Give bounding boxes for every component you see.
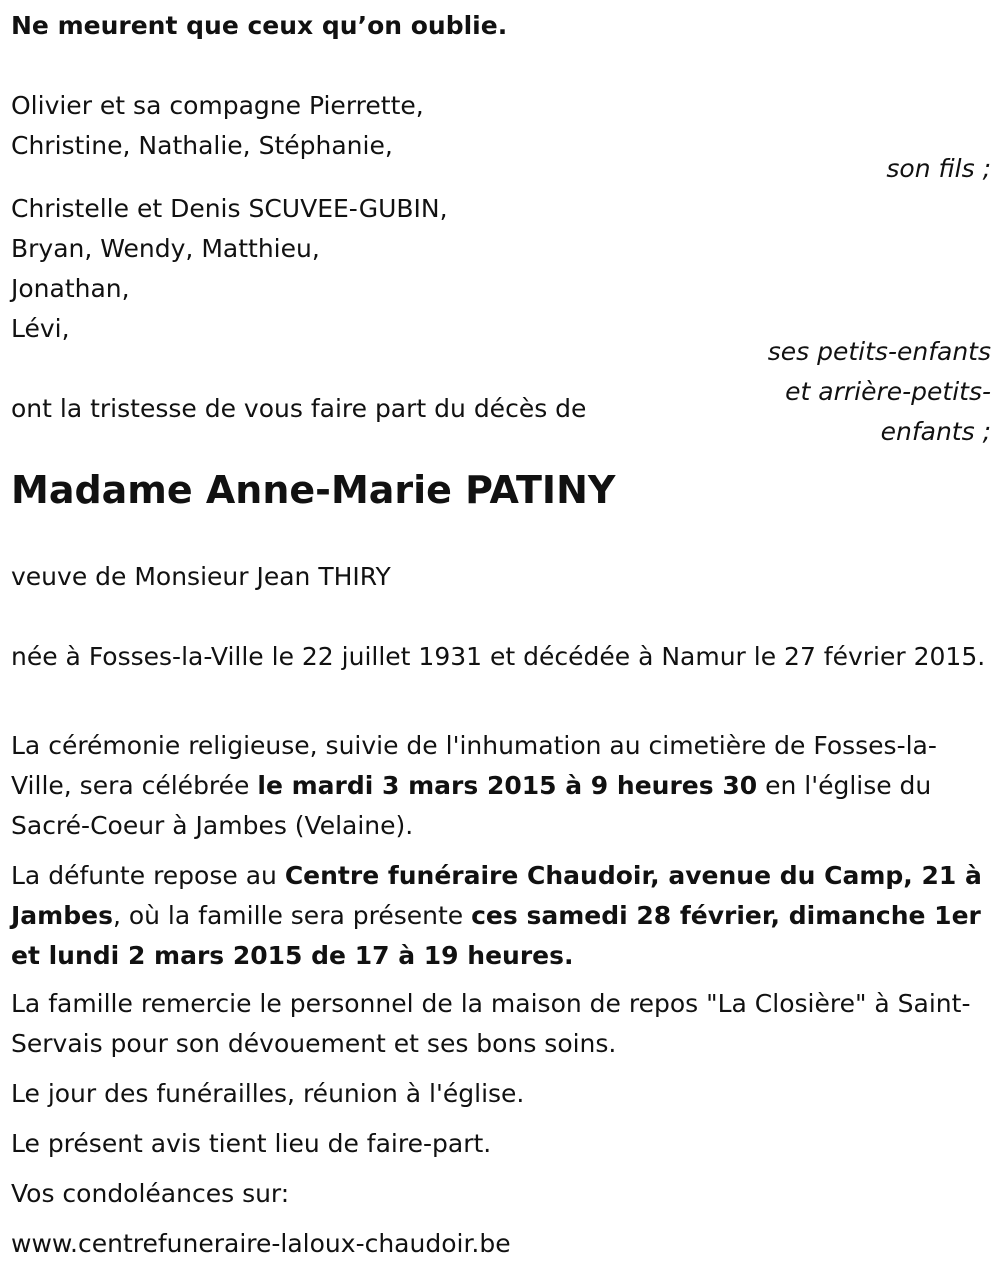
notice: Le présent avis tient lieu de faire-part.	[11, 1129, 492, 1158]
repose-place: Centre funéraire Chaudoir, avenue du Camp, 21 à Jambes	[11, 861, 982, 930]
birth-death: née à Fosses-la-Ville le 22 juillet 1931 et décédée à Namur le 27 février 2015.	[11, 642, 986, 671]
announcement: ont la tristesse de vous faire part du décès de	[11, 394, 587, 423]
grandchildren-line-2: Bryan, Wendy, Matthieu,	[11, 234, 320, 263]
grandchildren-role-line-1: ses petits-enfants	[767, 337, 991, 366]
grandchildren-line-4: Lévi,	[11, 314, 70, 343]
son-line-1: Olivier et sa compagne Pierrette,	[11, 91, 424, 120]
ceremony-date-time: le mardi 3 mars 2015 à 9 heures 30	[257, 771, 758, 800]
website-link[interactable]: www.centrefuneraire-laloux-chaudoir.be	[11, 1229, 511, 1258]
thanks-paragraph: La famille remercie le personnel de la maison de repos "La Closière" à Saint-Servais pour son dévouement et ses bons soins.	[11, 989, 971, 1058]
ceremony-paragraph	[11, 726, 991, 846]
son-line-2: Christine, Nathalie, Stéphanie,	[11, 131, 393, 160]
repose-lead: La défunte repose au	[11, 861, 285, 890]
ceremony-lead: La cérémonie religieuse, suivie de l'inhumation au cimetière de Fosses-la-Ville, sera célébrée	[11, 731, 937, 800]
grandchildren-line-3: Jonathan,	[11, 274, 130, 303]
widow-of: veuve de Monsieur Jean THIRY	[11, 562, 391, 591]
obituary-notice	[11, 0, 991, 1274]
son-role: son fils ;	[886, 154, 991, 183]
grandchildren-role-line-3: enfants ;	[880, 417, 991, 446]
grandchildren-role-line-2: et arrière-petits-	[785, 377, 991, 406]
condolences-label: Vos condoléances sur:	[11, 1179, 290, 1208]
epigraph: Ne meurent que ceux qu’on oublie.	[11, 11, 508, 40]
deceased-name: Madame Anne-Marie PATINY	[11, 468, 616, 512]
ceremony-tail: en l'église du Sacré-Coeur à Jambes (Velaine).	[11, 771, 932, 840]
grandchildren-line-1: Christelle et Denis SCUVEE-GUBIN,	[11, 194, 448, 223]
repose-middle: , où la famille sera présente	[112, 901, 472, 930]
funeral-meeting: Le jour des funérailles, réunion à l'église.	[11, 1079, 525, 1108]
repose-paragraph	[11, 856, 991, 976]
repose-schedule: ces samedi 28 février, dimanche 1er et lundi 2 mars 2015 de 17 à 19 heures.	[11, 901, 981, 970]
